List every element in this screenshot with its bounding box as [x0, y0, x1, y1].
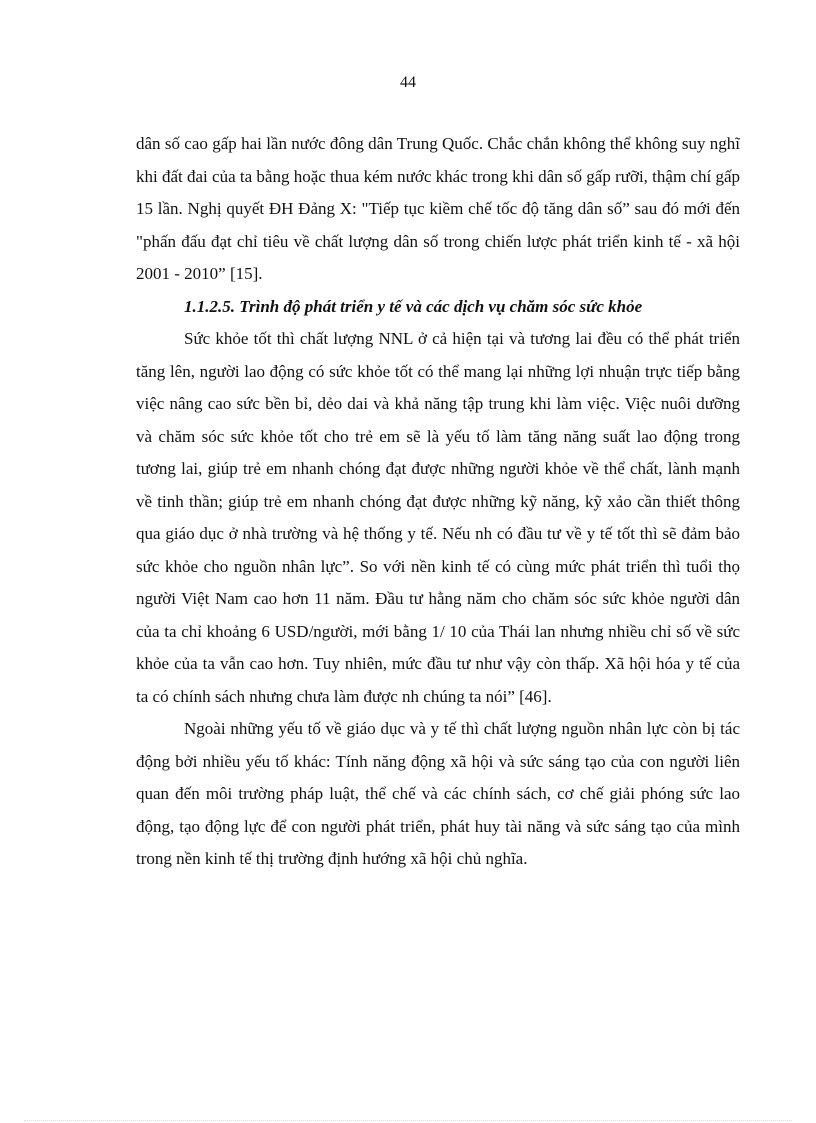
paragraph-other-factors: Ngoài những yếu tố về giáo dục và y tế thì chất lượng nguồn nhân lực còn bị tác động bởi nhiều yếu tố khác: Tính năng động xã hội và sức sáng tạo của con người liên quan đến môi trường pháp luật, thể chế và các chính sách, cơ chế giải phóng sức lao động, tạo động lực để con người phát triển, phát huy tài năng và sức sáng tạo của mình trong nền kinh tế thị trường định hướng xã hội chủ nghĩa.: [136, 719, 740, 868]
paragraph-health: Sức khỏe tốt thì chất lượng NNL ở cả hiện tại và tương lai đều có thể phát triển tăng lên, người lao động có sức khỏe tốt có thể mang lại những lợi nhuận trực tiếp bằng việc nâng cao sức bền bỉ, dẻo dai và khả năng tập trung khi làm việc. Việc nuôi dưỡng và chăm sóc sức khỏe tốt cho trẻ em sẽ là yếu tố làm tăng năng suất lao động trong tương lai, giúp trẻ em nhanh chóng đạt được những người khỏe về thể chất, lành mạnh về tinh thần; giúp trẻ em nhanh chóng đạt được những kỹ năng, kỹ xảo cần thiết thông qua giáo dục ở nhà trường và hệ thống y tế. Nếu nh có đầu tư về y tế tốt thì sẽ đảm bảo sức khỏe cho nguồn nhân lực”. So với nền kinh tế có cùng mức phát triển thì tuổi thọ người Việt Nam cao hơn 11 năm. Đầu tư hằng năm cho chăm sóc sức khỏe người dân của ta chỉ khoảng 6 USD/người, mới bằng 1/ 10 của Thái lan nhưng nhiều chỉ số về sức khỏe của ta vẫn cao hơn. Tuy nhiên, mức đầu tư như vậy còn thấp. Xã hội hóa y tế của ta có chính sách nhưng chưa làm được nh chúng ta nói” [46].: [136, 329, 740, 706]
paragraph-continued: dân số cao gấp hai lần nước đông dân Trung Quốc. Chắc chắn không thể không suy nghĩ khi đất đai của ta bằng hoặc thua kém nước khác trong khi dân số gấp rưỡi, thậm chí gấp 15 lần. Nghị quyết ĐH Đảng X: "Tiếp tục kiềm chế tốc độ tăng dân số” sau đó mới đến "phấn đấu đạt chỉ tiêu về chất lượng dân số trong chiến lược phát triển kinh tế - xã hội 2001 - 2010” [15].: [136, 134, 740, 283]
footer-divider: [24, 1120, 792, 1121]
body-text: [136, 128, 740, 876]
page-number: 44: [400, 74, 416, 91]
section-heading: 1.1.2.5. Trình độ phát triển y tế và các dịch vụ chăm sóc sức khỏe: [184, 296, 643, 316]
